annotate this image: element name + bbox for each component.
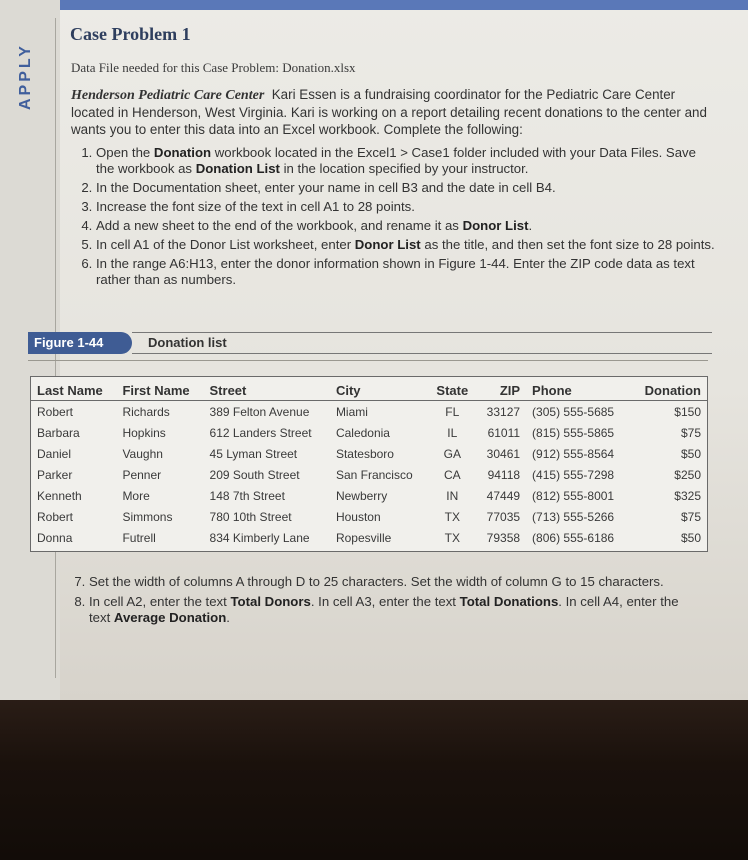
table-cell: 780 10th Street xyxy=(209,509,292,524)
step-item xyxy=(96,237,716,253)
step-text: . xyxy=(528,218,533,233)
step-bold-text: Total Donors xyxy=(230,594,311,609)
table-cell: Penner xyxy=(122,467,162,482)
step-text: . In cell A3, enter the text xyxy=(310,594,460,609)
table-body xyxy=(31,401,707,549)
table-cell: IN xyxy=(446,488,459,503)
table-cell: TX xyxy=(444,530,460,545)
table-cell: Robert xyxy=(37,404,74,419)
intro-paragraph xyxy=(71,86,711,138)
step-bold-text: Donor List xyxy=(354,237,421,252)
step-bold-text: Donation xyxy=(153,145,212,160)
step-text: workbook located in the Excel1 > Case1 folder included with your Data Files. Save the workbook as xyxy=(96,145,696,176)
donation-table xyxy=(31,377,707,548)
donation-table-frame xyxy=(30,376,708,552)
step-bold-text: Average Donation xyxy=(113,610,227,625)
table-cell: 33127 xyxy=(486,404,521,419)
table-cell: $50 xyxy=(680,530,701,545)
figure-label: Figure 1-44 xyxy=(28,332,132,354)
step-text: in the location specified by your instructor. xyxy=(279,161,529,176)
table-cell: Parker xyxy=(37,467,73,482)
data-file-line: Data File needed for this Case Problem: Donation.xlsx xyxy=(71,60,356,75)
table-cell: 47449 xyxy=(486,488,521,503)
table-cell: 45 Lyman Street xyxy=(209,446,298,461)
table-header-row xyxy=(31,377,707,401)
column-header: Phone xyxy=(526,377,630,401)
column-header: Last Name xyxy=(31,377,116,401)
table-cell: Statesboro xyxy=(335,446,394,461)
table-cell: 94118 xyxy=(487,467,521,482)
table-cell: (912) 555-8564 xyxy=(532,446,615,461)
table-cell: Robert xyxy=(37,509,74,524)
table-cell: (713) 555-5266 xyxy=(532,509,615,524)
table-cell: 30461 xyxy=(486,446,521,461)
step-text: Open the xyxy=(96,145,154,160)
table-cell: Hopkins xyxy=(122,425,166,440)
table-cell: 79358 xyxy=(486,530,521,545)
table-row xyxy=(31,401,707,423)
table-cell: (415) 555-7298 xyxy=(532,467,615,482)
table-cell: (305) 555-5685 xyxy=(532,404,615,419)
step-text: Set the width of columns A through D to 25 characters. Set the width of column G to 15 characters. xyxy=(89,574,664,589)
table-cell: Newberry xyxy=(335,488,388,503)
table-cell: CA xyxy=(443,467,461,482)
table-row xyxy=(31,422,707,443)
table-cell: San Francisco xyxy=(335,467,413,482)
table-cell: (815) 555-5865 xyxy=(532,425,615,440)
table-row xyxy=(31,506,707,527)
table-cell: Simmons xyxy=(122,509,173,524)
figure-header xyxy=(28,332,708,354)
table-cell: TX xyxy=(444,509,460,524)
table-cell: $150 xyxy=(674,404,701,419)
step-item xyxy=(96,180,716,196)
table-cell: Futrell xyxy=(122,530,156,545)
table-cell: $50 xyxy=(680,446,701,461)
figure-caption: Donation list xyxy=(148,335,227,350)
step-text: . In cell A4, enter the text xyxy=(89,594,679,625)
table-cell: FL xyxy=(445,404,460,419)
intro-heading: Henderson Pediatric Care Center xyxy=(71,88,265,103)
figure-rule-lower xyxy=(28,360,708,361)
table-cell: 834 Kimberly Lane xyxy=(209,530,310,545)
column-header: Donation xyxy=(630,377,707,401)
table-cell: Kenneth xyxy=(37,488,82,503)
column-header: City xyxy=(330,377,428,401)
table-cell: Barbara xyxy=(37,425,80,440)
table-cell: IL xyxy=(447,425,458,440)
apply-side-label: APPLY xyxy=(17,43,34,110)
step-text: In cell A2, enter the text xyxy=(89,594,231,609)
step-bold-text: Donation List xyxy=(195,161,280,176)
step-bold-text: Donor List xyxy=(462,218,529,233)
step-item xyxy=(89,594,689,626)
column-header: State xyxy=(428,377,475,401)
table-cell: (812) 555-8001 xyxy=(532,488,615,503)
table-cell: GA xyxy=(443,446,461,461)
table-cell: (806) 555-6186 xyxy=(532,530,615,545)
table-cell: 61011 xyxy=(487,425,521,440)
table-cell: 612 Landers Street xyxy=(209,425,312,440)
table-row xyxy=(31,485,707,506)
column-header: ZIP xyxy=(475,377,526,401)
figure-rule-top xyxy=(132,332,712,333)
table-cell: Caledonia xyxy=(335,425,390,440)
dark-background xyxy=(0,700,748,860)
step-item xyxy=(96,199,716,215)
step-bold-text: Total Donations xyxy=(459,594,559,609)
table-cell: 389 Felton Avenue xyxy=(209,404,310,419)
instruction-steps xyxy=(70,145,716,291)
table-cell: $250 xyxy=(674,467,701,482)
table-cell: Miami xyxy=(335,404,368,419)
step-item xyxy=(96,256,716,288)
table-cell: 209 South Street xyxy=(209,467,300,482)
step-item xyxy=(96,218,716,234)
table-cell: Richards xyxy=(122,404,170,419)
step-item xyxy=(96,145,716,177)
table-cell: Vaughn xyxy=(122,446,163,461)
step-text: . xyxy=(226,610,230,625)
table-cell: Daniel xyxy=(37,446,72,461)
table-cell: $75 xyxy=(680,425,701,440)
figure-rule-bottom xyxy=(132,353,712,354)
instruction-steps-continued xyxy=(65,574,689,630)
step-text: In cell A1 of the Donor List worksheet, enter xyxy=(96,237,355,252)
step-text: Increase the font size of the text in cell A1 to 28 points. xyxy=(96,199,415,214)
column-header: First Name xyxy=(116,377,203,401)
case-problem-title: Case Problem 1 xyxy=(70,24,191,44)
table-cell: More xyxy=(122,488,150,503)
table-cell: Donna xyxy=(37,530,73,545)
table-cell: Ropesville xyxy=(335,530,392,545)
step-text: Add a new sheet to the end of the workbook, and rename it as xyxy=(96,218,463,233)
table-cell: 77035 xyxy=(486,509,521,524)
table-cell: Houston xyxy=(335,509,381,524)
table-cell: 148 7th Street xyxy=(209,488,285,503)
step-text: as the title, and then set the font size to 28 points. xyxy=(420,237,715,252)
intro-text: Kari Essen is a fundraising coordinator for the Pediatric Care Center located in Henderson, West Virginia. Kari is working on a report detailing recent donations to the center and wants you to enter this data into an Excel workbook. Complete the following: xyxy=(71,87,707,137)
column-header: Street xyxy=(204,377,330,401)
table-row xyxy=(31,443,707,464)
top-color-bar xyxy=(60,0,748,10)
table-cell: $75 xyxy=(680,509,701,524)
table-cell: $325 xyxy=(674,488,701,503)
step-text: In the Documentation sheet, enter your name in cell B3 and the date in cell B4. xyxy=(96,180,556,195)
step-item xyxy=(89,574,689,590)
table-row xyxy=(31,464,707,485)
step-text: In the range A6:H13, enter the donor information shown in Figure 1-44. Enter the ZIP code data as text rather than as numbers. xyxy=(96,256,695,287)
table-row xyxy=(31,527,707,548)
